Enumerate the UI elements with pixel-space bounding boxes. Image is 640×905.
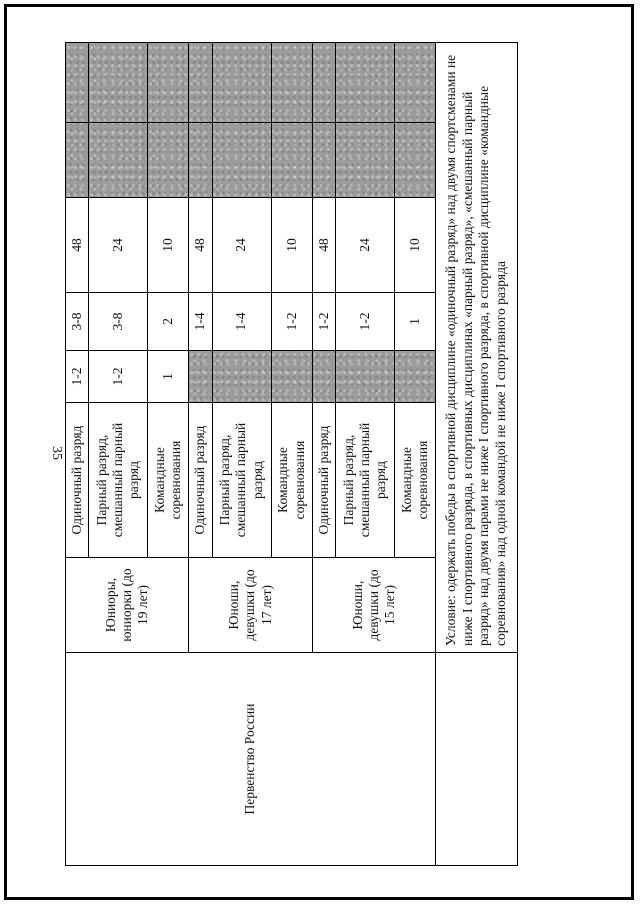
place-cell-1 xyxy=(312,351,335,403)
rotated-table-wrapper xyxy=(65,43,518,866)
shaded-cell xyxy=(312,43,335,123)
shaded-cell xyxy=(189,43,212,123)
shaded-cell xyxy=(394,43,435,123)
shaded-cell xyxy=(189,123,212,198)
rank-requirements-table xyxy=(65,42,518,866)
place-cell-2: 1-2 xyxy=(335,293,394,351)
condition-row xyxy=(435,43,517,866)
age-group-cell: Юноши, девушки (до 15 лет) xyxy=(312,558,435,653)
age-group-cell: Юниоры, юниорки (до 19 лет) xyxy=(66,558,189,653)
discipline-cell: Парный разряд, смешанный парный разряд xyxy=(89,403,148,558)
shaded-cell xyxy=(394,123,435,198)
count-cell: 48 xyxy=(189,198,212,293)
discipline-cell: Парный разряд, смешанный парный разряд xyxy=(212,403,271,558)
shaded-cell xyxy=(335,123,394,198)
table-row xyxy=(66,43,89,866)
shaded-cell xyxy=(89,43,148,123)
age-group-cell: Юноши, девушки (до 17 лет) xyxy=(189,558,312,653)
shaded-cell xyxy=(271,43,312,123)
shaded-cell xyxy=(148,43,189,123)
place-cell-1: 1-2 xyxy=(66,351,89,403)
place-cell-1 xyxy=(189,351,212,403)
discipline-cell: Командные соревнования xyxy=(394,403,435,558)
shaded-cell xyxy=(312,123,335,198)
shaded-cell xyxy=(271,123,312,198)
shaded-cell xyxy=(335,43,394,123)
count-cell: 10 xyxy=(394,198,435,293)
discipline-cell: Одиночный разряд xyxy=(312,403,335,558)
discipline-cell: Командные соревнования xyxy=(148,403,189,558)
discipline-cell: Одиночный разряд xyxy=(189,403,212,558)
count-cell: 10 xyxy=(148,198,189,293)
place-cell-1 xyxy=(212,351,271,403)
condition-text: Условие: одержать победы в спортивной дисциплине «одиночный разряд» над двумя спортсменами не ниже I спортивного разряда, в спортивных дисциплинах «парный разряд», «смешанный парный разряд» над двумя парами не ниже I спортивного разряда, в спортивной дисциплине «командные соревнования» над одной командой не ниже I спортивного разряда xyxy=(435,43,517,653)
discipline-cell: Командные соревнования xyxy=(271,403,312,558)
place-cell-2: 1 xyxy=(394,293,435,351)
place-cell-1: 1-2 xyxy=(89,351,148,403)
shaded-cell xyxy=(66,123,89,198)
count-cell: 24 xyxy=(335,198,394,293)
place-cell-1 xyxy=(394,351,435,403)
count-cell: 24 xyxy=(89,198,148,293)
place-cell-1: 1 xyxy=(148,351,189,403)
place-cell-1 xyxy=(271,351,312,403)
page-number: 35 xyxy=(49,446,64,460)
shaded-cell xyxy=(212,123,271,198)
discipline-cell: Одиночный разряд xyxy=(66,403,89,558)
count-cell: 24 xyxy=(212,198,271,293)
competition-cell: Первенство России xyxy=(66,653,436,866)
place-cell-2: 1-2 xyxy=(271,293,312,351)
place-cell-2: 1-4 xyxy=(189,293,212,351)
shaded-cell xyxy=(66,43,89,123)
place-cell-2: 1-2 xyxy=(312,293,335,351)
count-cell: 48 xyxy=(312,198,335,293)
place-cell-2: 1-4 xyxy=(212,293,271,351)
count-cell: 10 xyxy=(271,198,312,293)
place-cell-1 xyxy=(335,351,394,403)
count-cell: 48 xyxy=(66,198,89,293)
table-body xyxy=(66,43,518,866)
shaded-cell xyxy=(212,43,271,123)
place-cell-2: 3-8 xyxy=(66,293,89,351)
shaded-cell xyxy=(148,123,189,198)
place-cell-2: 3-8 xyxy=(89,293,148,351)
place-cell-2: 2 xyxy=(148,293,189,351)
empty-cell xyxy=(435,653,517,866)
shaded-cell xyxy=(89,123,148,198)
discipline-cell: Парный разряд, смешанный парный разряд xyxy=(335,403,394,558)
